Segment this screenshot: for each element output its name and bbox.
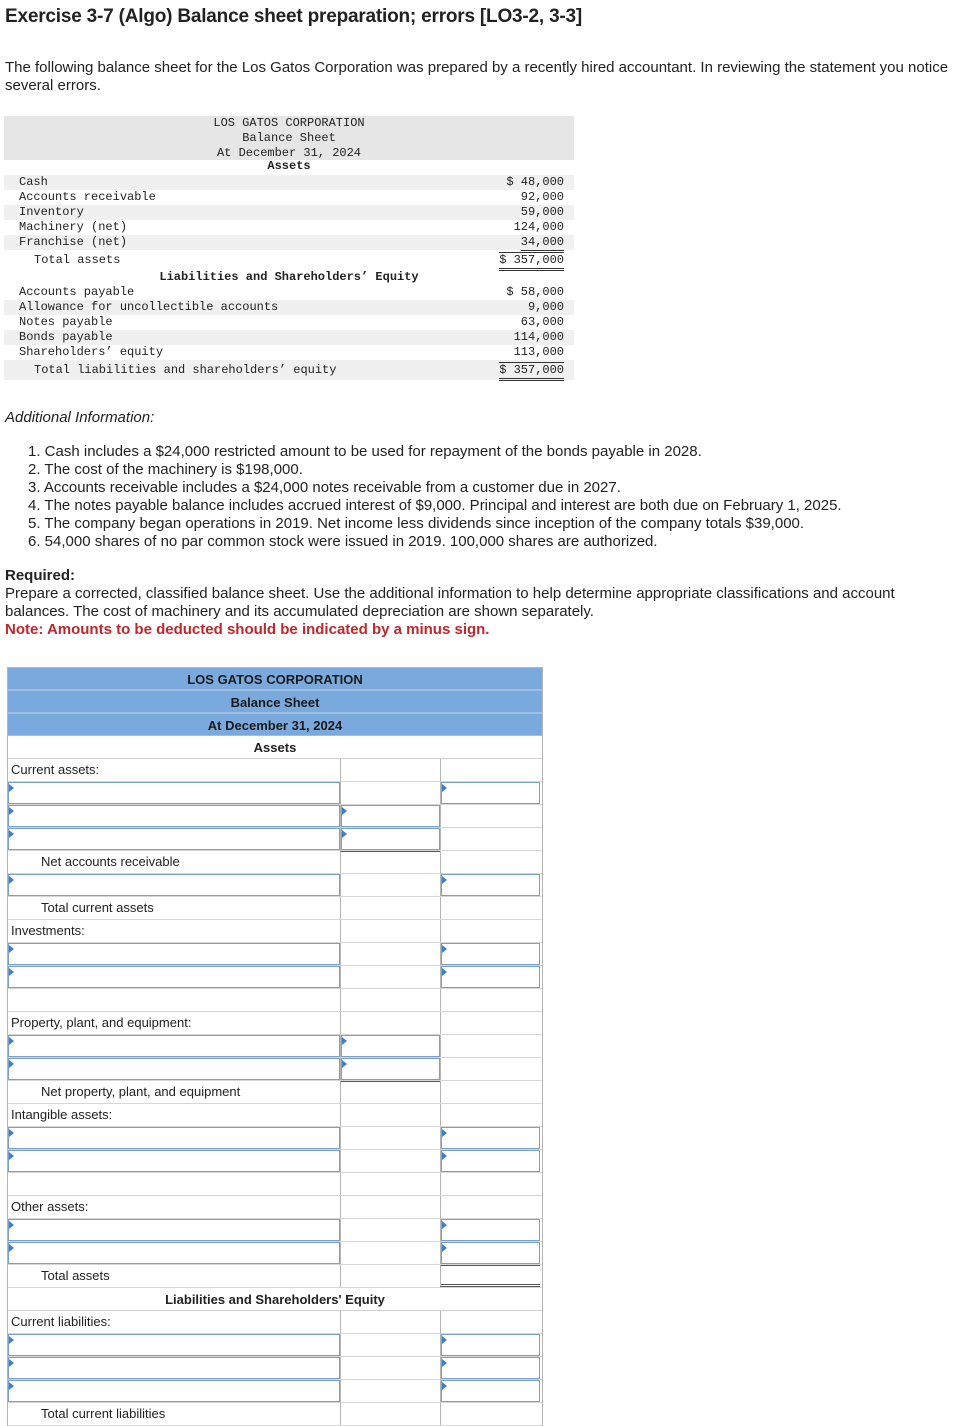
given-row: Inventory 59,000 [4,205,574,220]
table-row [8,1150,542,1173]
table-row [8,874,542,897]
account-select[interactable] [8,782,340,804]
account-select[interactable] [8,1334,340,1356]
account-select[interactable] [8,874,340,896]
list-item: 2. The cost of the machinery is $198,000. [28,461,303,478]
required-heading: Required: [5,567,76,584]
required-text: Prepare a corrected, classified balance sheet. Use the additional information to help determine appropriate classifications and account balances. The cost of machinery and its accumulated depreciation are shown separately. [5,585,895,620]
list-item: 5. The company began operations in 2019. Net income less dividends since inception of the company totals $39,000. [28,515,805,532]
given-row: Franchise (net) 34,000 [4,235,574,250]
given-assets-heading: Assets [267,159,311,173]
account-select[interactable] [8,1150,340,1172]
amount-input[interactable] [441,1357,540,1379]
given-header [4,116,574,160]
given-row: Notes payable 63,000 [19,315,564,329]
amount-input[interactable] [441,782,540,804]
intro-text: The following balance sheet for the Los Gatos Corporation was prepared by a recently hired accountant. In reviewing the statement you notice several errors. [5,59,949,94]
given-date: At December 31, 2024 [216,146,362,160]
list-item: 4. The notes payable balance includes accrued interest of $9,000. Principal and interest are both due on February 1, 2025. [28,497,842,514]
table-row [8,1242,542,1265]
given-row: Allowance for uncollectible accounts 9,000 [4,300,574,315]
table-row [8,828,542,851]
table-row [8,805,542,828]
table-row [8,1311,542,1334]
answer-assets-heading: Assets [8,736,542,759]
table-row [8,759,542,782]
table-row [8,943,542,966]
given-liab-heading: Liabilities and Shareholders’ Equity [159,270,419,284]
table-row [8,1081,542,1104]
total-current-assets-label: Total current assets [41,900,154,915]
answer-liab-heading: Liabilities and Shareholders' Equity [8,1288,542,1311]
table-row [8,920,542,943]
amount-input[interactable] [441,1219,540,1241]
amount-input[interactable] [441,1334,540,1356]
table-row [8,989,542,1012]
given-total-liab: Total liabilities and shareholders’ equity $ 357,000 [4,360,574,380]
amount-input[interactable] [441,874,540,896]
given-row: Machinery (net) 124,000 [19,220,564,234]
account-select[interactable] [8,1242,340,1264]
table-row [8,782,542,805]
amount-input[interactable] [441,1127,540,1149]
given-row: Cash $ 48,000 [4,175,574,190]
amount-input[interactable] [441,1242,540,1264]
net-ar-label: Net accounts receivable [41,854,180,869]
other-assets-label: Other assets: [11,1199,89,1214]
table-row [8,1173,542,1196]
table-row [8,1219,542,1242]
table-row [8,1035,542,1058]
account-select[interactable] [8,805,340,827]
table-row [8,1334,542,1357]
additional-info-list [28,443,842,551]
given-balance-sheet [4,116,574,380]
table-row [8,897,542,920]
amount-input[interactable] [441,1150,540,1172]
amount-input[interactable] [341,1058,440,1080]
account-select[interactable] [8,1357,340,1379]
given-total-assets: Total assets $ 357,000 [4,250,574,270]
list-item: 6. 54,000 shares of no par common stock were issued in 2019. 100,000 shares are authorized. [28,533,658,550]
account-select[interactable] [8,1380,340,1402]
answer-date: At December 31, 2024 [8,713,542,736]
account-select[interactable] [8,1219,340,1241]
table-row [8,1127,542,1150]
answer-statement: Balance Sheet [8,690,542,713]
amount-input[interactable] [341,1035,440,1057]
table-row [8,1380,542,1403]
given-row: Shareholders’ equity 113,000 [19,345,564,359]
account-select[interactable] [8,943,340,965]
amount-input[interactable] [341,828,440,850]
exercise-title: Exercise 3-7 (Algo) Balance sheet preparation; errors [LO3-2, 3-3] [5,6,583,27]
intangible-label: Intangible assets: [11,1107,113,1122]
additional-info-heading: Additional Information: [5,409,155,426]
list-item: 3. Accounts receivable includes a $24,000 notes receivable from a customer due in 2027. [28,479,621,496]
given-company: LOS GATOS CORPORATION [213,116,365,130]
table-row [8,1104,542,1127]
current-assets-label: Current assets: [11,762,100,777]
answer-balance-sheet [7,667,543,1426]
answer-company: LOS GATOS CORPORATION [8,667,542,690]
table-row [8,1058,542,1081]
amount-input[interactable] [441,1380,540,1402]
current-liabilities-label: Current liabilities: [11,1314,111,1329]
account-select[interactable] [8,1035,340,1057]
table-row [8,851,542,874]
table-row [8,1196,542,1219]
table-row [8,966,542,989]
given-row: Accounts receivable 92,000 [19,190,564,204]
table-row [8,1012,542,1035]
given-row: Bonds payable 114,000 [4,330,574,345]
investments-label: Investments: [11,923,85,938]
note-text: Note: Amounts to be deducted should be indicated by a minus sign. [5,621,490,638]
account-select[interactable] [8,1058,340,1080]
list-item: 1. Cash includes a $24,000 restricted amount to be used for repayment of the bonds payable in 2028. [28,443,702,460]
total-assets-label: Total assets [41,1268,110,1283]
ppe-label: Property, plant, and equipment: [11,1015,192,1030]
given-statement: Balance Sheet [242,131,336,145]
account-select[interactable] [8,828,340,850]
table-row [8,1357,542,1380]
table-row [8,1265,542,1288]
total-current-liabilities-label: Total current liabilities [41,1406,166,1421]
given-row: Accounts payable $ 58,000 [19,285,564,299]
account-select[interactable] [8,1127,340,1149]
amount-input[interactable] [441,966,540,988]
table-row [8,1403,542,1426]
amount-input[interactable] [341,805,440,827]
account-select[interactable] [8,966,340,988]
amount-input[interactable] [441,943,540,965]
net-ppe-label: Net property, plant, and equipment [41,1084,241,1099]
